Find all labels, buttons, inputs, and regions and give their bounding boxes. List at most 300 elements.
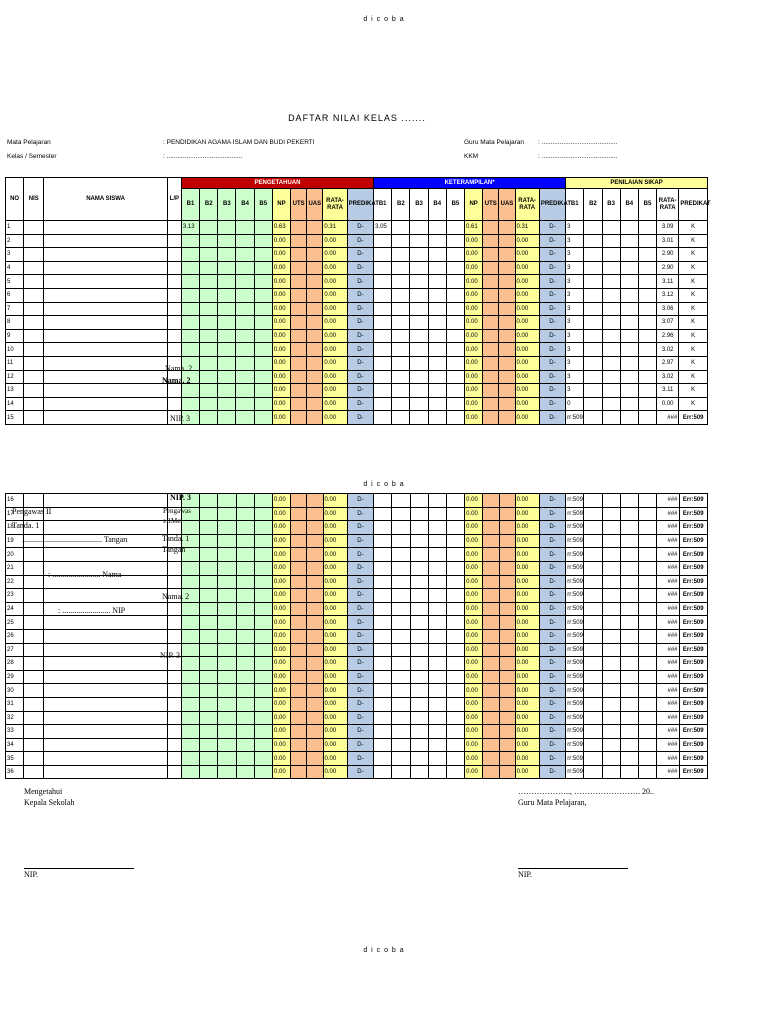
cell-a-b5[interactable] [638,288,656,302]
cell-s-uts[interactable] [483,397,499,411]
cell-s-uts[interactable] [483,711,499,725]
cell-a-b5[interactable] [638,343,656,357]
cell-k-np[interactable]: 0.00 [273,521,291,535]
cell-k-b3[interactable] [218,738,236,752]
cell-k-uas[interactable] [307,765,323,779]
cell-s-uas[interactable] [499,697,515,711]
cell-k-b2[interactable] [200,589,218,603]
cell-s-b4[interactable] [428,589,446,603]
cell-a-rata[interactable]: 3.09 [657,221,679,235]
cell-a-rata[interactable]: 3.01 [657,234,679,248]
cell-k-rata[interactable]: 0.31 [323,221,347,235]
cell-k-b3[interactable] [218,765,236,779]
cell-lp[interactable] [167,234,181,248]
cell-s-rata[interactable]: 0.00 [515,275,539,289]
cell-name[interactable] [44,589,167,603]
cell-s-uas[interactable] [499,684,515,698]
cell-a-rata[interactable]: 2.90 [657,248,679,262]
cell-a-b4[interactable] [620,384,638,398]
cell-k-np[interactable]: 0.00 [273,670,291,684]
cell-k-np[interactable]: 0.00 [273,589,291,603]
cell-s-b5[interactable] [446,370,464,384]
cell-k-np[interactable]: 0.00 [272,316,290,330]
cell-s-b2[interactable] [392,589,410,603]
cell-s-uas[interactable] [499,575,515,589]
cell-s-rata[interactable]: 0.00 [515,589,539,603]
cell-k-b4[interactable] [236,221,254,235]
cell-s-b2[interactable] [392,616,410,630]
cell-s-pred[interactable]: D- [539,561,565,575]
cell-k-b1[interactable] [181,725,199,739]
cell-name[interactable] [44,548,167,562]
cell-nis[interactable] [24,684,44,698]
cell-a-b5[interactable] [639,494,657,508]
cell-nis[interactable] [24,234,44,248]
cell-k-b3[interactable] [218,534,236,548]
cell-s-b4[interactable] [428,221,446,235]
cell-a-pred[interactable]: Err:509 [679,575,708,589]
cell-s-b2[interactable] [392,725,410,739]
cell-s-uts[interactable] [483,575,499,589]
cell-s-rata[interactable]: 0.00 [515,234,539,248]
cell-a-b1[interactable]: rr:509 [566,507,584,521]
cell-s-pred[interactable]: D- [539,643,565,657]
cell-s-b5[interactable] [446,725,464,739]
cell-a-pred[interactable]: K [679,397,708,411]
cell-s-uts[interactable] [483,370,499,384]
cell-a-b2[interactable] [584,711,602,725]
cell-k-np[interactable]: 0.00 [272,343,290,357]
cell-s-b1[interactable] [374,602,392,616]
cell-k-rata[interactable]: 0.00 [323,602,347,616]
cell-k-rata[interactable]: 0.00 [323,738,347,752]
cell-s-uts[interactable] [483,561,499,575]
cell-k-np[interactable]: 0.00 [272,288,290,302]
cell-s-rata[interactable]: 0.00 [515,288,539,302]
cell-s-b3[interactable] [410,397,428,411]
cell-a-b3[interactable] [602,561,620,575]
cell-a-b4[interactable] [620,670,638,684]
cell-a-b2[interactable] [584,494,602,508]
cell-k-b2[interactable] [200,561,218,575]
cell-a-pred[interactable]: K [679,221,708,235]
cell-name[interactable] [44,370,167,384]
cell-s-b4[interactable] [428,548,446,562]
cell-no[interactable]: 13 [6,384,24,398]
cell-a-b1[interactable]: rr:509 [566,589,584,603]
cell-k-pred[interactable]: D- [347,356,373,370]
cell-s-uts[interactable] [483,248,499,262]
cell-a-b2[interactable] [584,738,602,752]
cell-a-b4[interactable] [620,548,638,562]
cell-s-pred[interactable]: D- [539,343,565,357]
cell-s-rata[interactable]: 0.00 [515,397,539,411]
cell-s-rata[interactable]: 0.00 [515,384,539,398]
cell-a-pred[interactable]: Err:509 [679,657,708,671]
cell-a-b2[interactable] [584,697,602,711]
cell-s-b4[interactable] [428,343,446,357]
cell-k-b1[interactable] [181,670,199,684]
cell-k-b1[interactable] [181,711,199,725]
cell-k-b4[interactable] [236,261,254,275]
cell-k-b1[interactable] [181,384,199,398]
cell-s-uts[interactable] [483,602,499,616]
cell-name[interactable] [44,670,167,684]
cell-a-b3[interactable] [602,643,620,657]
cell-s-b5[interactable] [446,738,464,752]
cell-k-pred[interactable]: D- [347,329,373,343]
cell-k-b5[interactable] [254,589,272,603]
cell-nis[interactable] [24,370,44,384]
cell-a-b3[interactable] [602,738,620,752]
cell-k-pred[interactable]: D- [347,684,373,698]
cell-a-b5[interactable] [638,370,656,384]
cell-k-pred[interactable]: D- [347,765,373,779]
cell-s-b4[interactable] [428,275,446,289]
cell-s-b1[interactable] [374,684,392,698]
cell-s-b3[interactable] [410,684,428,698]
cell-k-b2[interactable] [200,670,218,684]
cell-k-pred[interactable]: D- [347,643,373,657]
cell-k-rata[interactable]: 0.00 [323,684,347,698]
cell-s-b4[interactable] [428,521,446,535]
cell-s-b2[interactable] [392,684,410,698]
cell-k-b1[interactable] [181,234,199,248]
cell-s-b1[interactable] [374,384,392,398]
cell-a-rata[interactable]: ### [657,494,679,508]
cell-name[interactable] [44,521,167,535]
cell-k-b5[interactable] [254,329,272,343]
cell-k-b3[interactable] [218,697,236,711]
cell-a-b5[interactable] [638,261,656,275]
cell-s-b5[interactable] [446,575,464,589]
cell-lp[interactable] [167,616,181,630]
cell-k-uts[interactable] [291,316,307,330]
cell-nis[interactable] [24,629,44,643]
cell-nis[interactable] [24,261,44,275]
cell-s-uts[interactable] [483,343,499,357]
cell-s-rata[interactable]: 0.00 [515,521,539,535]
cell-s-pred[interactable]: D- [539,248,565,262]
cell-s-b2[interactable] [392,356,410,370]
cell-s-b4[interactable] [428,329,446,343]
cell-k-uas[interactable] [307,548,323,562]
cell-s-pred[interactable]: D- [539,494,565,508]
cell-k-b3[interactable] [218,384,236,398]
cell-s-np[interactable]: 0.00 [465,534,483,548]
cell-s-b4[interactable] [428,575,446,589]
cell-name[interactable] [44,302,167,316]
cell-s-b2[interactable] [392,548,410,562]
cell-k-pred[interactable]: D- [347,397,373,411]
cell-a-rata[interactable]: ### [657,711,679,725]
cell-k-b3[interactable] [218,261,236,275]
cell-a-rata[interactable]: ### [657,643,679,657]
cell-a-b4[interactable] [620,221,638,235]
cell-s-b3[interactable] [410,316,428,330]
cell-k-uts[interactable] [291,534,307,548]
cell-k-b3[interactable] [218,643,236,657]
cell-s-b4[interactable] [428,657,446,671]
cell-s-pred[interactable]: D- [539,602,565,616]
cell-k-uts[interactable] [291,752,307,766]
cell-k-np[interactable]: 0.00 [273,711,291,725]
cell-k-b4[interactable] [236,602,254,616]
cell-k-np[interactable]: 0.00 [273,616,291,630]
cell-k-rata[interactable]: 0.00 [323,548,347,562]
cell-a-pred[interactable]: Err:509 [679,602,708,616]
cell-s-uts[interactable] [483,670,499,684]
cell-s-b1[interactable] [374,343,392,357]
cell-lp[interactable] [167,738,181,752]
cell-k-b3[interactable] [218,316,236,330]
cell-s-np[interactable]: 0.00 [465,261,483,275]
cell-s-pred[interactable]: D- [539,670,565,684]
cell-s-b5[interactable] [446,684,464,698]
cell-s-uts[interactable] [483,261,499,275]
cell-s-np[interactable]: 0.00 [465,234,483,248]
cell-a-b5[interactable] [639,521,657,535]
cell-k-np[interactable]: 0.00 [272,329,290,343]
cell-k-np[interactable]: 0.00 [273,725,291,739]
cell-k-b2[interactable] [200,765,218,779]
cell-no[interactable]: 20 [6,548,24,562]
cell-name[interactable] [44,616,167,630]
cell-s-rata[interactable]: 0.00 [515,643,539,657]
cell-k-b3[interactable] [218,575,236,589]
cell-s-b1[interactable] [374,561,392,575]
cell-s-pred[interactable]: D- [539,411,565,425]
cell-s-np[interactable]: 0.00 [465,507,483,521]
cell-nis[interactable] [24,248,44,262]
cell-k-b1[interactable] [181,248,199,262]
cell-no[interactable]: 5 [6,275,24,289]
cell-nis[interactable] [24,288,44,302]
cell-s-uts[interactable] [483,725,499,739]
cell-k-uas[interactable] [307,670,323,684]
cell-a-b1[interactable]: 3 [566,356,584,370]
cell-a-rata[interactable]: ### [657,534,679,548]
cell-s-b5[interactable] [446,561,464,575]
cell-s-b1[interactable] [374,494,392,508]
cell-s-pred[interactable]: D- [539,288,565,302]
cell-k-rata[interactable]: 0.00 [323,616,347,630]
cell-lp[interactable] [167,261,181,275]
cell-a-b1[interactable]: rr:509 [566,752,584,766]
cell-k-b4[interactable] [236,561,254,575]
cell-k-rata[interactable]: 0.00 [323,657,347,671]
cell-s-pred[interactable]: D- [539,711,565,725]
cell-lp[interactable] [167,397,181,411]
cell-no[interactable]: 18 [6,521,24,535]
cell-k-pred[interactable]: D- [347,275,373,289]
cell-nis[interactable] [24,738,44,752]
cell-k-uts[interactable] [291,356,307,370]
cell-k-b1[interactable] [181,643,199,657]
cell-k-b2[interactable] [200,411,218,425]
cell-a-b1[interactable]: rr:509 [566,616,584,630]
cell-s-b2[interactable] [392,534,410,548]
cell-k-np[interactable]: 0.00 [273,575,291,589]
cell-s-b2[interactable] [392,494,410,508]
cell-name[interactable] [44,343,167,357]
cell-s-b3[interactable] [410,356,428,370]
cell-k-b2[interactable] [200,711,218,725]
cell-no[interactable]: 36 [6,765,24,779]
cell-k-rata[interactable]: 0.00 [323,575,347,589]
cell-a-b1[interactable]: rr:509 [566,575,584,589]
cell-a-pred[interactable]: K [679,234,708,248]
cell-s-uas[interactable] [499,548,515,562]
cell-k-pred[interactable]: D- [347,575,373,589]
cell-k-b1[interactable] [181,765,199,779]
cell-k-uts[interactable] [291,397,307,411]
cell-a-b4[interactable] [620,316,638,330]
cell-name[interactable] [44,711,167,725]
cell-k-uts[interactable] [291,248,307,262]
cell-a-b4[interactable] [620,765,638,779]
cell-s-pred[interactable]: D- [539,697,565,711]
cell-k-b4[interactable] [236,316,254,330]
cell-a-b1[interactable]: rr:509 [566,521,584,535]
cell-a-b5[interactable] [639,643,657,657]
cell-s-pred[interactable]: D- [539,234,565,248]
cell-a-b2[interactable] [584,411,602,425]
cell-s-pred[interactable]: D- [539,725,565,739]
cell-a-b3[interactable] [602,221,620,235]
cell-s-b1[interactable]: 3.05 [374,221,392,235]
cell-k-b5[interactable] [254,316,272,330]
cell-k-uts[interactable] [291,725,307,739]
cell-k-b4[interactable] [236,548,254,562]
cell-k-b2[interactable] [200,616,218,630]
cell-s-uas[interactable] [499,288,515,302]
cell-s-b1[interactable] [374,738,392,752]
cell-k-uts[interactable] [291,548,307,562]
cell-k-b3[interactable] [218,548,236,562]
cell-a-b1[interactable]: rr:509 [566,765,584,779]
cell-s-b1[interactable] [374,302,392,316]
cell-k-pred[interactable]: D- [347,670,373,684]
cell-a-rata[interactable]: ### [657,575,679,589]
cell-k-b3[interactable] [218,288,236,302]
cell-s-b3[interactable] [410,629,428,643]
cell-a-pred[interactable]: Err:509 [679,411,708,425]
cell-a-rata[interactable]: ### [657,697,679,711]
cell-k-pred[interactable]: D- [347,248,373,262]
cell-k-uas[interactable] [307,384,323,398]
cell-name[interactable] [44,411,167,425]
cell-s-uas[interactable] [499,275,515,289]
cell-a-b1[interactable]: 0 [566,397,584,411]
cell-s-b4[interactable] [428,384,446,398]
cell-k-b3[interactable] [218,602,236,616]
cell-k-np[interactable]: 0.00 [272,275,290,289]
cell-a-b3[interactable] [602,629,620,643]
cell-s-rata[interactable]: 0.00 [515,725,539,739]
cell-a-b4[interactable] [620,329,638,343]
cell-s-rata[interactable]: 0.00 [515,738,539,752]
cell-a-b2[interactable] [584,221,602,235]
cell-s-b3[interactable] [410,711,428,725]
cell-s-b2[interactable] [392,275,410,289]
cell-s-rata[interactable]: 0.00 [515,302,539,316]
cell-k-rata[interactable]: 0.00 [323,370,347,384]
cell-k-uas[interactable] [307,411,323,425]
cell-k-b4[interactable] [236,343,254,357]
cell-lp[interactable] [167,711,181,725]
cell-k-b4[interactable] [236,302,254,316]
cell-k-uas[interactable] [307,725,323,739]
cell-k-uts[interactable] [291,629,307,643]
cell-s-uts[interactable] [483,697,499,711]
cell-s-b1[interactable] [374,234,392,248]
cell-s-b2[interactable] [392,316,410,330]
cell-s-b1[interactable] [374,356,392,370]
cell-k-uts[interactable] [291,261,307,275]
cell-name[interactable] [44,738,167,752]
cell-k-uts[interactable] [291,616,307,630]
cell-s-pred[interactable]: D- [539,397,565,411]
cell-name[interactable] [44,507,167,521]
cell-nis[interactable] [24,329,44,343]
cell-k-b5[interactable] [254,288,272,302]
cell-s-np[interactable]: 0.00 [465,397,483,411]
cell-a-pred[interactable]: Err:509 [679,765,708,779]
cell-s-b5[interactable] [446,494,464,508]
cell-k-b1[interactable] [181,657,199,671]
cell-k-pred[interactable]: D- [347,288,373,302]
cell-s-uas[interactable] [499,370,515,384]
cell-s-uas[interactable] [499,602,515,616]
cell-a-b3[interactable] [602,316,620,330]
cell-a-pred[interactable]: Err:509 [679,752,708,766]
cell-a-b3[interactable] [602,684,620,698]
cell-s-uts[interactable] [483,521,499,535]
cell-a-b1[interactable]: rr:509 [566,684,584,698]
cell-lp[interactable] [167,302,181,316]
cell-lp[interactable] [167,384,181,398]
cell-a-b4[interactable] [620,411,638,425]
cell-k-pred[interactable]: D- [347,589,373,603]
cell-s-rata[interactable]: 0.00 [515,343,539,357]
cell-s-np[interactable]: 0.00 [465,561,483,575]
cell-k-uts[interactable] [291,275,307,289]
cell-k-b5[interactable] [254,602,272,616]
cell-s-b1[interactable] [374,711,392,725]
cell-k-rata[interactable]: 0.00 [323,275,347,289]
cell-a-b1[interactable]: rr:509 [566,548,584,562]
cell-s-b2[interactable] [392,507,410,521]
cell-a-b1[interactable]: rr:509 [566,657,584,671]
cell-k-uas[interactable] [307,397,323,411]
cell-s-rata[interactable]: 0.00 [515,494,539,508]
cell-s-b3[interactable] [410,288,428,302]
cell-a-b5[interactable] [639,725,657,739]
cell-k-b2[interactable] [200,548,218,562]
cell-s-b3[interactable] [410,411,428,425]
cell-a-b3[interactable] [602,248,620,262]
cell-a-b2[interactable] [584,643,602,657]
cell-nis[interactable] [24,657,44,671]
cell-s-pred[interactable]: D- [539,765,565,779]
cell-nis[interactable] [24,643,44,657]
cell-s-uas[interactable] [499,725,515,739]
cell-k-b4[interactable] [236,589,254,603]
cell-a-b4[interactable] [620,397,638,411]
cell-s-uts[interactable] [483,329,499,343]
cell-k-b3[interactable] [218,356,236,370]
